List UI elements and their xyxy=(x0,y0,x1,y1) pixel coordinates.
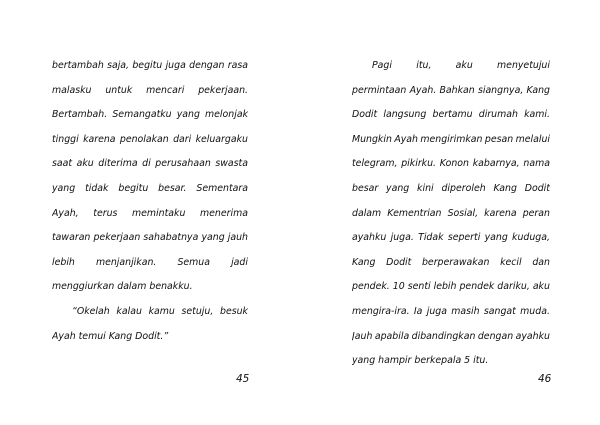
text-line: Ayah temui Kang Dodit.” xyxy=(52,330,169,342)
text-line: pendek. 10 senti lebih pendek dariku, aku xyxy=(352,281,550,293)
text-line: lebih menjanjikan. Semua jadi xyxy=(52,256,248,268)
text-line: Kang Dodit berperawakan kecil dan xyxy=(352,256,550,268)
left-page-text xyxy=(52,54,248,349)
text-line: malasku untuk mencari pekerjaan. xyxy=(52,84,248,96)
text-line: tawaran pekerjaan sahabatnya yang jauh xyxy=(52,232,248,244)
text-line: Ayah, terus memintaku menerima xyxy=(52,207,248,219)
text-line: yang hampir berkepala 5 itu. xyxy=(352,355,489,367)
text-line: yang tidak begitu besar. Sementara xyxy=(52,182,248,194)
text-line: mengira-ira. Ia juga masih sangat muda. xyxy=(352,305,550,317)
right-page-text xyxy=(352,54,550,374)
left-page xyxy=(52,0,248,425)
text-line: Pagi itu, aku menyetujui xyxy=(372,60,550,71)
text-line: saat aku diterima di perusahaan swasta xyxy=(52,158,248,170)
text-line: “Okelah kalau kamu setuju, besuk xyxy=(72,305,248,317)
right-page-number: 46 xyxy=(538,373,552,385)
text-line: tinggi karena penolakan dari keluargaku xyxy=(52,133,248,145)
text-line: ayahku juga. Tidak seperti yang kuduga, xyxy=(352,232,550,244)
text-line: permintaan Ayah. Bahkan siangnya, Kang xyxy=(352,84,550,96)
text-line: Mungkin Ayah mengirimkan pesan melalui xyxy=(352,133,550,145)
text-line: bertambah saja, begitu juga dengan rasa xyxy=(52,60,248,71)
left-page-number: 45 xyxy=(236,373,250,385)
text-line: Jauh apabila dibandingkan dengan ayahku xyxy=(352,330,550,342)
text-line: besar yang kini diperoleh Kang Dodit xyxy=(352,182,550,194)
text-line: Bertambah. Semangatku yang melonjak xyxy=(52,109,248,121)
text-line: menggiurkan dalam benakku. xyxy=(52,281,193,293)
text-line: dalam Kementrian Sosial, karena peran xyxy=(352,207,550,219)
text-line: Dodit langsung bertamu dirumah kami. xyxy=(352,109,550,121)
right-page xyxy=(352,0,550,425)
text-line: telegram, pikirku. Konon kabarnya, nama xyxy=(352,158,550,170)
